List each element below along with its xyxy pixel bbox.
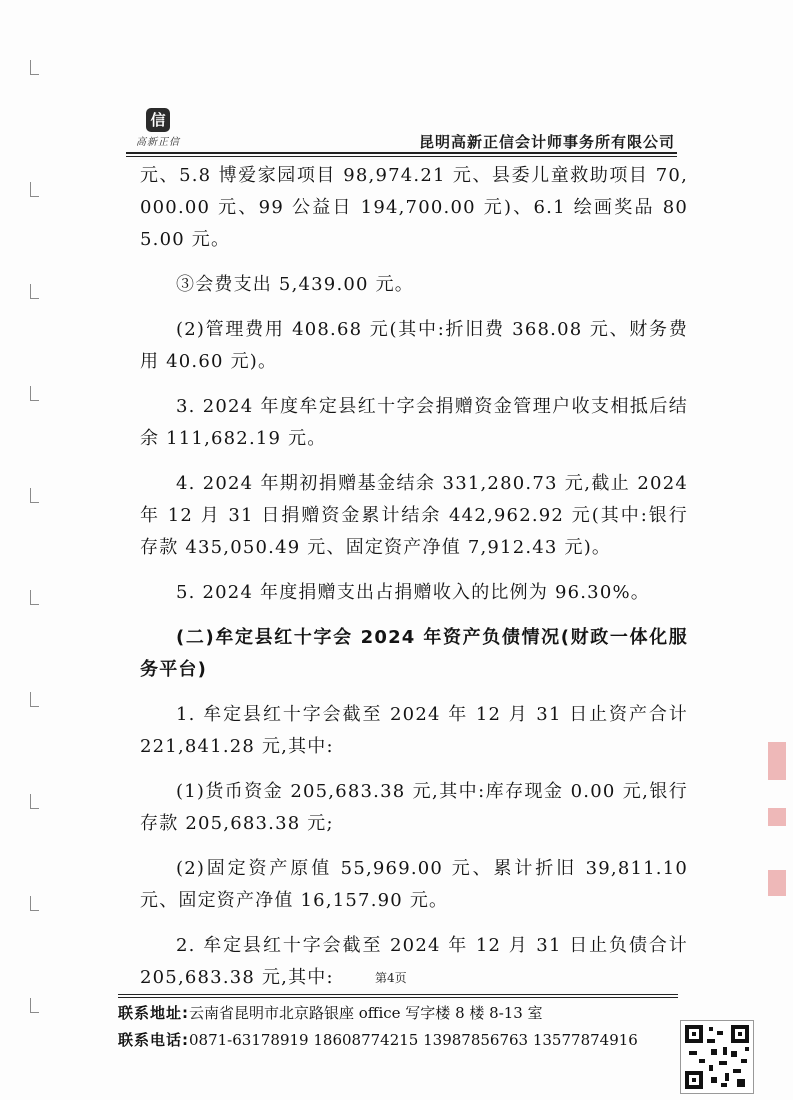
paragraph: (2)管理费用 408.68 元(其中:折旧费 368.08 元、财务费用 40.60 元)。: [140, 319, 688, 372]
logo-icon: 信: [146, 108, 170, 132]
seal-edge: [768, 808, 786, 826]
binding-mark: [30, 692, 39, 707]
seal-edge: [768, 870, 786, 896]
binding-mark: [30, 60, 39, 75]
header-divider: [126, 152, 677, 154]
binding-mark: [30, 386, 39, 401]
paragraph: 3. 2024 年度牟定县红十字会捐赠资金管理户收支相抵后结余 111,682.19 元。: [140, 396, 688, 449]
paragraph: (2)固定资产原值 55,969.00 元、累计折旧 39,811.10 元、固定资产净值 16,157.90 元。: [140, 858, 688, 911]
qr-code-icon: [680, 1020, 754, 1094]
address-value: 云南省昆明市北京路银座 office 写字楼 8 楼 8-13 室: [189, 1004, 543, 1022]
paragraph: 2. 牟定县红十字会截至 2024 年 12 月 31 日止负债合计 205,683.38 元,其中:: [140, 935, 688, 988]
paragraph: (1)货币资金 205,683.38 元,其中:库存现金 0.00 元,银行存款 205,683.38 元;: [140, 781, 688, 834]
paragraph: ③会费支出 5,439.00 元。: [176, 274, 414, 295]
address-line: [118, 1000, 638, 1027]
footer-contact: [118, 1000, 638, 1054]
seal-edge: [768, 742, 786, 780]
paragraph: 1. 牟定县红十字会截至 2024 年 12 月 31 日止资产合计 221,841.28 元,其中:: [140, 704, 688, 757]
firm-logo: [128, 108, 188, 148]
paragraph: 4. 2024 年期初捐赠基金结余 331,280.73 元,截止 2024 年 12 月 31 日捐赠资金累计结余 442,962.92 元(其中:银行存款 435,050.49 元、固定资产净值 7,912.43 元)。: [140, 473, 688, 558]
phone-label: 联系电话:: [118, 1031, 189, 1049]
address-label: 联系地址:: [118, 1004, 189, 1022]
binding-mark: [30, 998, 39, 1013]
binding-mark: [30, 488, 39, 503]
binding-mark: [30, 794, 39, 809]
phone-line: [118, 1027, 638, 1054]
binding-mark: [30, 896, 39, 911]
binding-mark: [30, 284, 39, 299]
paragraph: 元、5.8 博爱家园项目 98,974.21 元、县委儿童救助项目 70,000.00 元、99 公益日 194,700.00 元)、6.1 绘画奖品 805.00 元。: [140, 165, 688, 250]
page-number: 第4页: [375, 971, 407, 985]
firm-name: 昆明高新正信会计师事务所有限公司: [418, 133, 675, 151]
binding-mark: [30, 590, 39, 605]
footer-divider: [118, 997, 678, 998]
footer-divider: [118, 994, 678, 995]
phone-value: 0871-63178919 18608774215 13987856763 13577874916: [189, 1031, 638, 1049]
header-divider: [126, 156, 677, 157]
section-heading: (二)牟定县红十字会 2024 年资产负债情况(财政一体化服务平台): [140, 627, 688, 680]
document-body: [140, 160, 688, 1007]
binding-mark: [30, 182, 39, 197]
paragraph: 5. 2024 年度捐赠支出占捐赠收入的比例为 96.30%。: [176, 582, 650, 603]
logo-text: 高新正信: [136, 137, 180, 148]
